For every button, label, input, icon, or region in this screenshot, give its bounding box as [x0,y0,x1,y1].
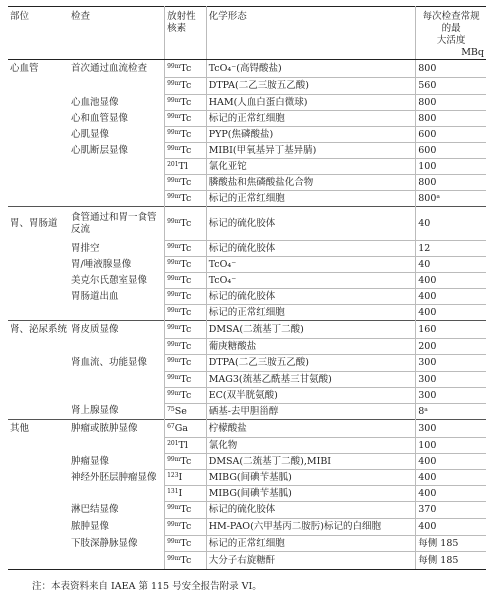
nuclide-symbol: Tl [178,439,188,451]
table-row [8,470,486,486]
site-cell [8,552,69,570]
nuclide-cell [165,339,207,355]
nuclide-symbol: Ga [174,422,188,434]
nuclide-symbol: Se [174,405,187,417]
nuclide-cell [165,257,207,273]
nuclide-mass-number: 75 [167,405,175,413]
activity-cell: 560 [416,78,486,95]
activity-cell: 800 [416,95,486,111]
nuclide-symbol: I [178,471,183,483]
site-cell [8,289,69,305]
chemical-form-cell: MAG3(巯基乙酰基三甘氨酸) [206,372,416,388]
table-row [8,420,486,438]
chemical-form-cell: 标记的正常红细胞 [206,305,416,321]
table-row [8,454,486,470]
exam-cell [69,552,165,570]
nuclide-mass-number: 99m [167,323,181,331]
nuclide-mass-number: 99m [167,96,181,104]
activity-cell: 200 [416,339,486,355]
table-row [8,95,486,111]
nuclide-cell [165,536,207,552]
site-cell [8,241,69,257]
nuclide-cell [165,241,207,257]
exam-cell: 胃/唾液腺显像 [71,258,132,270]
nuclide-mass-number: 99m [167,504,181,511]
nuclide-mass-number: 99m [167,242,181,250]
table-row [8,207,486,241]
exam-cell: 心肌显像 [71,128,110,140]
exam-cell: 淋巴结显像 [71,504,119,515]
exam-cell [69,372,165,388]
activity-cell: 300 [416,420,486,438]
table-row [8,60,486,78]
exam-cell: 胃排空 [71,242,100,254]
activity-cell: 800 [416,60,486,78]
nuclide-cell [165,175,207,191]
nuclide-cell [165,552,207,570]
activity-cell: 400 [416,289,486,305]
nuclide-mass-number: 99m [167,217,181,225]
nuclide-cell [165,191,207,207]
chemical-form-cell: HAM(人血白蛋白微球) [206,95,416,111]
header-activity-line1: 每次检查常规的最 [422,11,480,34]
header-activity-unit: MBq [461,47,484,58]
chemical-form-cell: TcO₄⁻ [206,257,416,273]
chemical-form-cell: 大分子右旋糖酐 [206,552,416,570]
nuclide-mass-number: 99m [167,258,181,266]
header-activity-line2: 大活度 [436,35,466,46]
nuclide-mass-number: 99m [167,290,181,298]
nuclide-mass-number: 99m [167,128,181,136]
exam-cell: 脓肿显像 [71,521,110,532]
nuclide-mass-number: 99m [167,554,181,562]
nuclide-mass-number: 99m [167,144,181,152]
table-row [8,519,486,536]
chemical-form-cell: MIBG(间碘苄基胍) [206,470,416,486]
activity-table [8,6,486,570]
nuclide-cell [165,159,207,175]
nuclide-cell [165,372,207,388]
table-row [8,159,486,175]
nuclide-symbol: Tc [180,144,192,156]
chemical-form-cell: DMSA(二巯基丁二酸) [206,321,416,339]
nuclide-cell [165,95,207,111]
header-exam-label: 检查 [71,11,91,22]
site-cell [8,372,69,388]
chemical-form-cell: PYP(焦磷酸盐) [206,127,416,143]
nuclide-cell [165,502,207,519]
chemical-form-cell: 标记的正常红细胞 [206,111,416,127]
table-row [8,257,486,273]
exam-cell: 肾血流、功能显像 [71,357,148,368]
nuclide-cell [165,78,207,95]
nuclide-mass-number: 99m [167,521,181,528]
nuclide-cell [165,207,207,241]
table-row [8,127,486,143]
nuclide-cell [165,111,207,127]
site-cell [8,127,69,143]
nuclide-mass-number: 99m [167,112,181,120]
exam-cell [69,388,165,404]
exam-cell [69,159,165,175]
nuclide-mass-number: 131 [167,487,179,495]
site-cell [8,486,69,502]
exam-cell [69,191,165,207]
activity-cell: 400 [416,470,486,486]
nuclide-symbol: Tc [180,340,192,352]
nuclide-symbol: Tc [180,455,192,467]
site-cell [8,355,69,372]
site-cell [8,502,69,519]
site-cell [8,470,69,486]
site-cell: 心血管 [8,60,69,78]
nuclide-mass-number: 99m [167,373,181,381]
chemical-form-cell: TcO₄⁻ [206,273,416,289]
nuclide-cell [165,273,207,289]
chemical-form-cell: 标记的硫化胶体 [206,241,416,257]
nuclide-symbol: Tc [180,373,192,385]
nuclide-cell [165,388,207,404]
nuclide-cell [165,438,207,454]
exam-cell [69,438,165,454]
activity-cell: 100 [416,438,486,454]
activity-cell: 300 [416,388,486,404]
table-footnote: 注：本表资料来自 IAEA 第 115 号安全报告附录 VI。 [32,581,262,592]
exam-cell: 食管通过和胃一食管反流 [69,207,165,241]
activity-cell: 600 [416,143,486,159]
header-nuclide [165,7,207,60]
activity-cell: 800ᵃ [416,191,486,207]
nuclide-symbol: Tc [180,389,192,401]
activity-cell: 400 [416,454,486,470]
nuclide-symbol: Tl [178,160,188,172]
nuclide-mass-number: 99m [167,192,181,200]
chemical-form-cell: 柠檬酸盐 [206,420,416,438]
exam-cell: 下肢深静脉显像 [71,537,138,549]
activity-cell: 160 [416,321,486,339]
table-row [8,241,486,257]
nuclide-symbol: Tc [180,290,192,302]
site-cell: 胃、胃肠道 [8,207,69,241]
activity-cell: 100 [416,159,486,175]
exam-cell: 心肌断层显像 [71,144,129,156]
nuclide-mass-number: 99m [167,80,181,87]
chemical-form-cell: 标记的硫化胶体 [206,289,416,305]
activity-cell: 300 [416,355,486,372]
activity-cell: 8ᵃ [416,404,486,420]
header-form-label: 化学形态 [208,11,247,22]
chemical-form-cell: TcO₄⁻(高锝酸盐) [206,60,416,78]
site-cell [8,111,69,127]
exam-cell: 神经外胚层肿瘤显像 [71,471,157,483]
nuclide-mass-number: 99m [167,306,181,314]
nuclide-mass-number: 99m [167,357,181,364]
nuclide-symbol: Tc [180,323,192,335]
site-cell [8,175,69,191]
nuclide-mass-number: 99m [167,274,181,282]
nuclide-mass-number: 99m [167,176,181,184]
activity-cell: 400 [416,305,486,321]
site-cell [8,454,69,470]
nuclide-mass-number: 201 [167,439,179,447]
table-row [8,191,486,207]
site-cell [8,273,69,289]
nuclide-cell [165,355,207,372]
chemical-form-cell: 膦酸盐和焦磷酸盐化合物 [206,175,416,191]
activity-cell: 每侧 185 [416,536,486,552]
nuclide-symbol: Tc [180,242,192,254]
activity-cell: 400 [416,486,486,502]
site-cell [8,159,69,175]
table-row [8,502,486,519]
exam-cell: 美克尔氏憩室显像 [71,274,148,286]
chemical-form-cell: 葡庚糖酸盐 [206,339,416,355]
exam-cell [69,78,165,95]
table-row [8,388,486,404]
chemical-form-cell: DTPA(二乙三胺五乙酸) [206,78,416,95]
activity-cell: 12 [416,241,486,257]
chemical-form-cell: 标记的硫化胶体 [206,207,416,241]
nuclide-symbol: Tc [180,62,192,74]
header-nuclide-line1: 放射性 [167,11,196,22]
table-row [8,536,486,552]
nuclide-cell [165,404,207,420]
header-form [206,7,416,60]
nuclide-cell [165,143,207,159]
nuclide-cell [165,470,207,486]
site-cell [8,78,69,95]
exam-cell: 肿瘤或脓肿显像 [69,420,165,438]
nuclide-cell [165,305,207,321]
table-row [8,372,486,388]
exam-cell [69,339,165,355]
header-site [8,7,69,60]
chemical-form-cell: 标记的正常红细胞 [206,536,416,552]
site-cell [8,339,69,355]
table-row [8,143,486,159]
table-row [8,486,486,502]
nuclide-cell [165,454,207,470]
header-exam [69,7,165,60]
site-cell [8,438,69,454]
exam-cell [69,175,165,191]
site-cell [8,305,69,321]
exam-cell: 首次通过血流检查 [69,60,165,78]
table-row [8,305,486,321]
activity-cell: 800 [416,175,486,191]
header-site-label: 部位 [10,11,30,22]
table-row [8,78,486,95]
activity-cell: 每侧 185 [416,552,486,570]
chemical-form-cell: MIBG(间碘苄基胍) [206,486,416,502]
table-row [8,552,486,570]
site-cell [8,191,69,207]
nuclide-mass-number: 123 [167,471,179,479]
site-cell: 其他 [8,420,69,438]
nuclide-symbol: Tc [180,521,192,532]
nuclide-mass-number: 67 [167,422,175,430]
site-cell [8,536,69,552]
nuclide-mass-number: 99m [167,455,181,463]
nuclide-symbol: Tc [180,128,192,140]
site-cell [8,143,69,159]
nuclide-symbol: Tc [180,504,192,515]
activity-cell: 400 [416,273,486,289]
nuclide-mass-number: 99m [167,340,181,348]
nuclide-cell [165,321,207,339]
site-cell [8,257,69,273]
table-row [8,339,486,355]
exam-cell [69,305,165,321]
activity-cell: 40 [416,207,486,241]
header-activity [416,7,486,60]
table-body [8,60,486,570]
exam-cell: 心血池显像 [71,96,119,108]
chemical-form-cell: EC(双半胱氨酸) [206,388,416,404]
table-row [8,111,486,127]
table-row [8,404,486,420]
nuclide-mass-number: 201 [167,160,179,168]
nuclide-mass-number: 99m [167,537,181,545]
activity-cell: 600 [416,127,486,143]
exam-cell: 肿瘤显像 [71,455,110,467]
activity-cell: 300 [416,372,486,388]
table-row [8,175,486,191]
nuclide-symbol: Tc [180,96,192,108]
site-cell [8,388,69,404]
table-header [8,7,486,60]
nuclide-symbol: Tc [180,80,192,91]
exam-cell [69,486,165,502]
chemical-form-cell: 标记的硫化胶体 [206,502,416,519]
site-cell: 肾、泌尿系统 [8,321,69,339]
nuclide-mass-number: 99m [167,62,181,70]
activity-cell: 370 [416,502,486,519]
chemical-form-cell: 标记的正常红细胞 [206,191,416,207]
chemical-form-cell: 氯化物 [206,438,416,454]
nuclide-symbol: Tc [180,537,192,549]
nuclide-symbol: Tc [180,176,192,188]
nuclide-cell [165,486,207,502]
nuclide-cell [165,127,207,143]
nuclide-cell [165,420,207,438]
chemical-form-cell: MIBI(甲氧基异丁基异腈) [206,143,416,159]
header-nuclide-line2: 核素 [167,23,187,34]
chemical-form-cell: 硒基-去甲胆甾醇 [206,404,416,420]
site-cell [8,404,69,420]
nuclide-symbol: I [178,487,183,499]
nuclide-symbol: Tc [180,192,192,204]
exam-cell: 肾上腺显像 [71,405,119,417]
nuclide-symbol: Tc [180,274,192,286]
exam-cell: 心和血管显像 [71,112,129,124]
nuclide-cell [165,60,207,78]
table-row [8,438,486,454]
site-cell [8,95,69,111]
table-row [8,289,486,305]
chemical-form-cell: HM-PAO(六甲基丙二胺肟)标记的白细胞 [206,519,416,536]
nuclide-symbol: Tc [180,258,192,270]
table-row [8,273,486,289]
activity-cell: 40 [416,257,486,273]
nuclide-symbol: Tc [180,554,192,566]
site-cell [8,519,69,536]
exam-cell: 肾皮质显像 [69,321,165,339]
nuclide-symbol: Tc [180,306,192,318]
table-row [8,355,486,372]
nuclide-symbol: Tc [180,112,192,124]
chemical-form-cell: DTPA(二乙三胺五乙酸) [206,355,416,372]
chemical-form-cell: DMSA(二巯基丁二酸),MIBI [206,454,416,470]
nuclide-mass-number: 99m [167,389,181,397]
activity-cell: 400 [416,519,486,536]
nuclide-cell [165,519,207,536]
chemical-form-cell: 氯化亚铊 [206,159,416,175]
activity-cell: 800 [416,111,486,127]
nuclide-symbol: Tc [180,357,192,368]
nuclide-cell [165,289,207,305]
exam-cell: 胃肠道出血 [71,290,119,302]
table-row [8,321,486,339]
nuclide-symbol: Tc [180,217,192,229]
